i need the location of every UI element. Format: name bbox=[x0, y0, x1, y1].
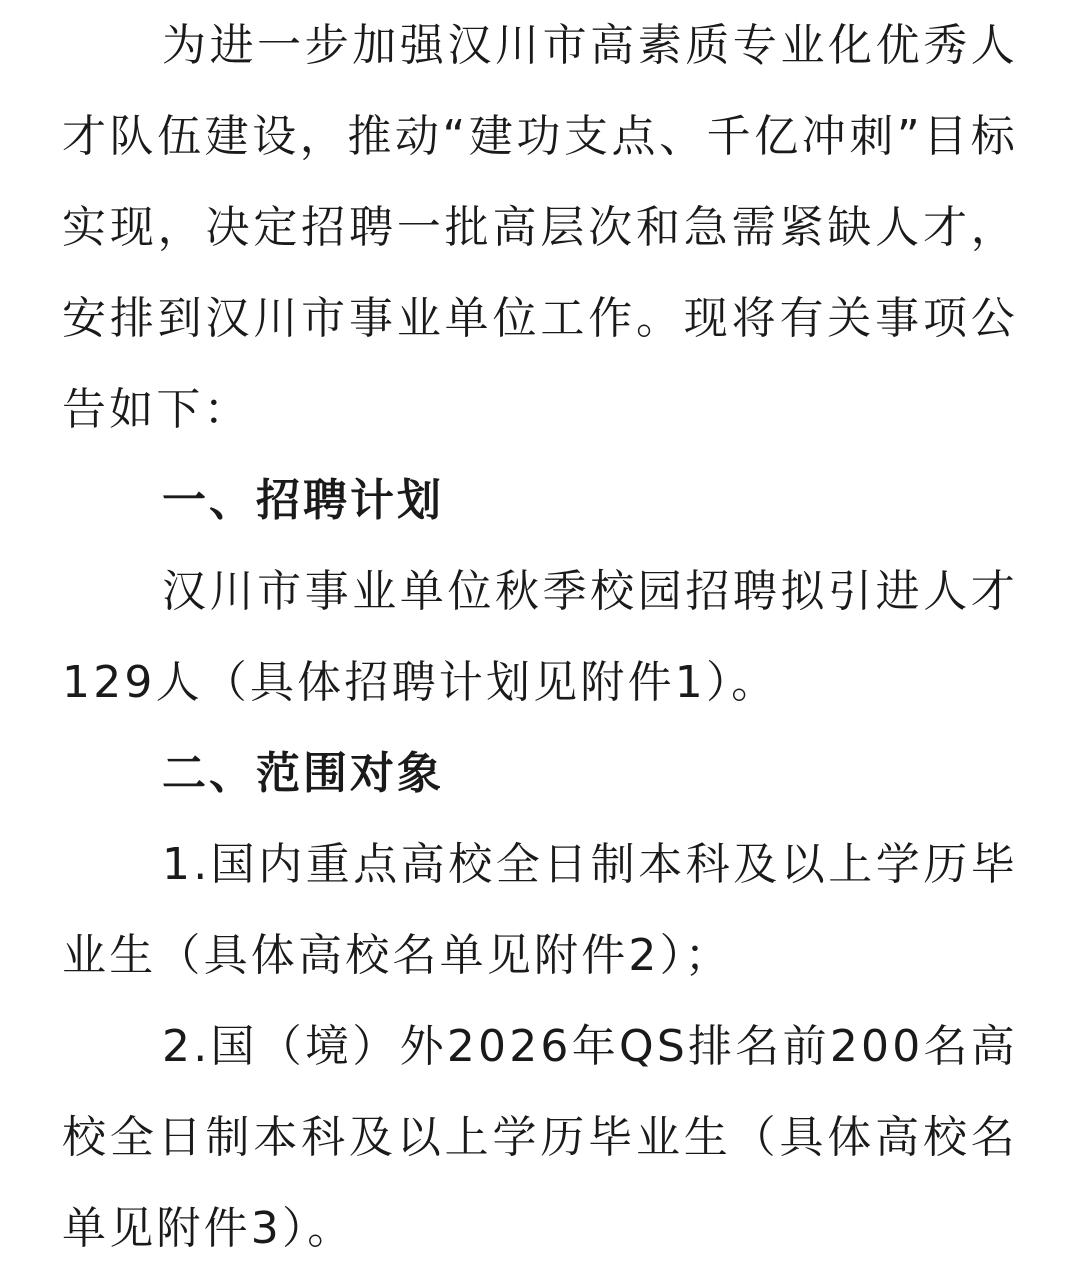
section-heading-eligibility: 二、范围对象 bbox=[162, 748, 444, 799]
section-heading-recruitment-plan: 一、招聘计划 bbox=[162, 475, 444, 526]
eligibility-item-domestic: 1.国内重点高校全日制本科及以上学历毕业生（具体高校名单见附件2）； bbox=[62, 839, 1018, 981]
eligibility-item-overseas: 2.国（境）外2026年QS排名前200名高校全日制本科及以上学历毕业生（具体高校名单见附件3）。 bbox=[62, 1021, 1018, 1254]
intro-paragraph: 为进一步加强汉川市高素质专业化优秀人才队伍建设，推动“建功支点、千亿冲刺”目标实现，决定招聘一批高层次和急需紧缺人才，安排到汉川市事业单位工作。现将有关事项公告如下： bbox=[62, 20, 1018, 435]
article-body bbox=[62, 0, 1018, 1274]
recruitment-plan-paragraph: 汉川市事业单位秋季校园招聘拟引进人才129人（具体招聘计划见附件1）。 bbox=[62, 566, 1018, 708]
